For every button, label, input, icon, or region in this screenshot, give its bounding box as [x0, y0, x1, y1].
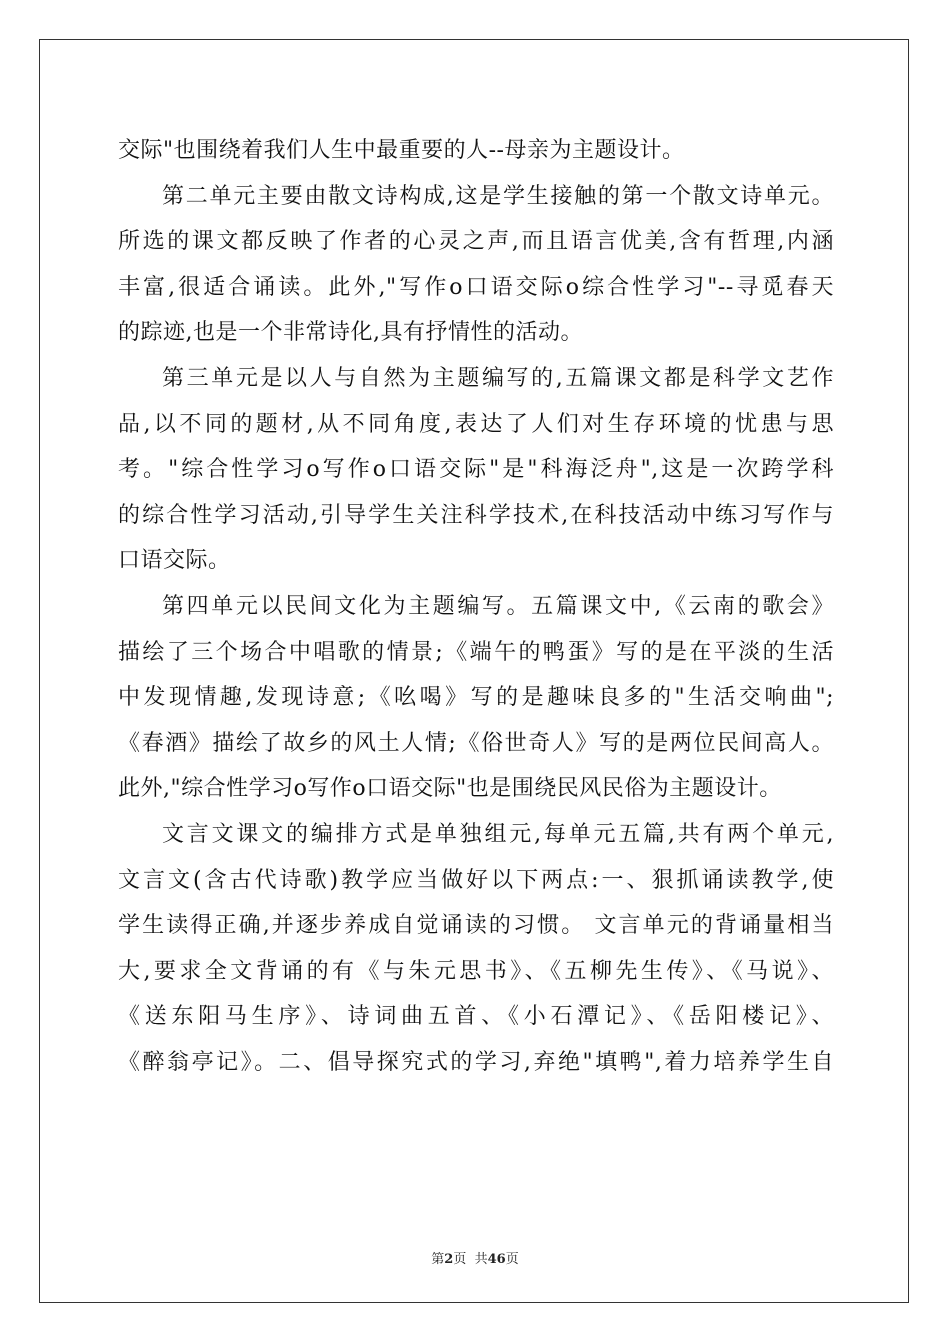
text-line: 描绘了三个场合中唱歌的情景;《端午的鸭蛋》写的是在平淡的生活 [118, 639, 834, 665]
document-body [118, 128, 834, 1085]
text-line: 丰富,很适合诵读。此外,"写作ο口语交际ο综合性学习"--寻觅春天 [118, 274, 834, 300]
text-line: 此外,"综合性学习ο写作ο口语交际"也是围绕民风民俗为主题设计。 [118, 776, 782, 802]
footer-suffix: 页 [505, 1252, 519, 1267]
text-line: 中发现情趣,发现诗意;《吆喝》写的是趣味良多的"生活交响曲"; [118, 685, 834, 711]
footer-prefix: 第 [431, 1252, 445, 1267]
text-line: 第四单元以民间文化为主题编写。五篇课文中,《云南的歌会》 [162, 593, 834, 619]
text-line: 品,以不同的题材,从不同角度,表达了人们对生存环境的忧患与思 [118, 411, 834, 437]
text-line: 《春酒》描绘了故乡的风土人情;《俗世奇人》写的是两位民间高人。 [118, 730, 834, 756]
text-line: 的综合性学习活动,引导学生关注科学技术,在科技活动中练习写作与 [118, 502, 834, 528]
text-line: 交际"也围绕着我们人生中最重要的人--母亲为主题设计。 [118, 138, 685, 163]
text-line: 《送东阳马生序》、诗词曲五首、《小石潭记》、《岳阳楼记》、 [118, 1004, 834, 1030]
current-page-number: 2 [444, 1252, 454, 1267]
text-line: 的踪迹,也是一个非常诗化,具有抒情性的活动。 [118, 320, 583, 346]
text-line: 所选的课文都反映了作者的心灵之声,而且语言优美,含有哲理,内涵 [118, 229, 834, 255]
footer-mid: 页 共 [453, 1252, 488, 1267]
text-line: 考。"综合性学习ο写作ο口语交际"是"科海泛舟",这是一次跨学科 [118, 457, 834, 483]
text-line: 大,要求全文背诵的有《与朱元思书》、《五柳先生传》、《马说》、 [118, 958, 834, 984]
text-line: 口语交际。 [118, 548, 231, 574]
text-line: 第二单元主要由散文诗构成,这是学生接触的第一个散文诗单元。 [162, 183, 834, 209]
text-line: 《醉翁亭记》。二、倡导探究式的学习,弃绝"填鸭",着力培养学生自 [118, 1049, 834, 1075]
page-footer [0, 1248, 950, 1267]
total-page-count: 46 [487, 1252, 506, 1267]
text-line: 第三单元是以人与自然为主题编写的,五篇课文都是科学文艺作 [162, 365, 834, 391]
text-line: 文言文课文的编排方式是单独组元,每单元五篇,共有两个单元, [162, 821, 834, 847]
text-line: 学生读得正确,并逐步养成自觉诵读的习惯。 文言单元的背诵量相当 [118, 913, 834, 939]
text-line: 文言文(含古代诗歌)教学应当做好以下两点:一、狠抓诵读教学,使 [118, 867, 834, 893]
